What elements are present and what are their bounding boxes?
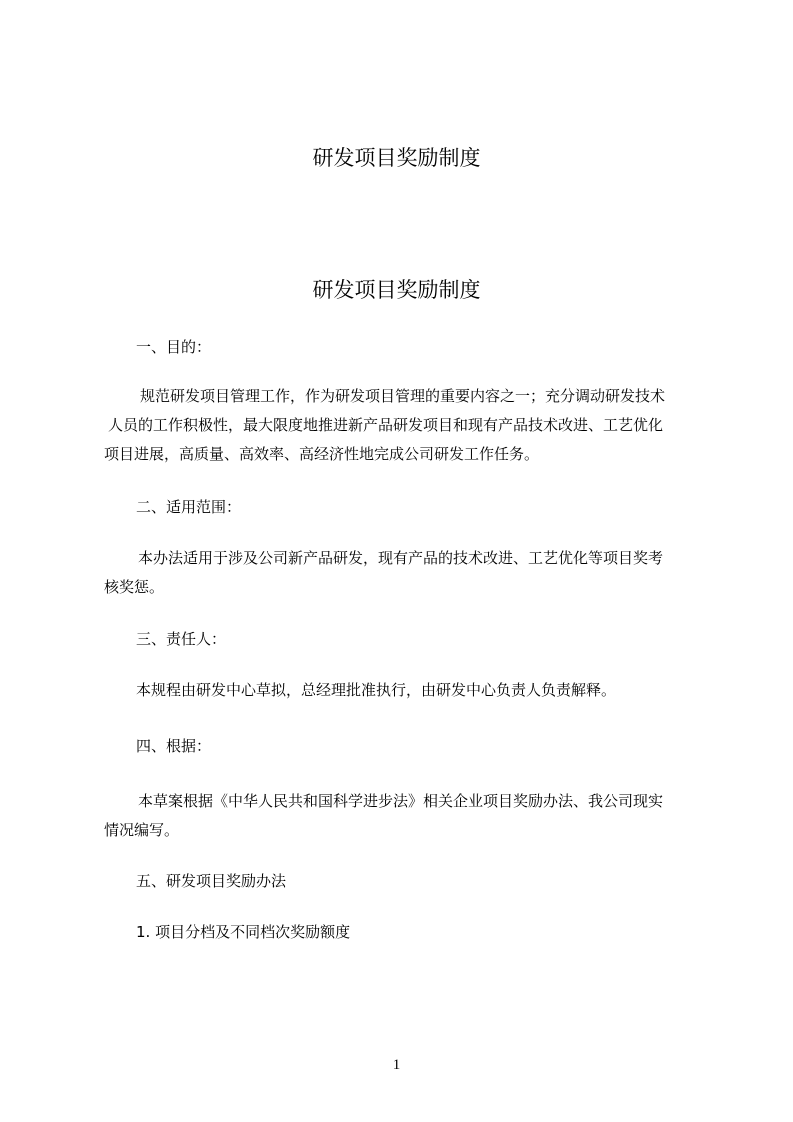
- section-heading-responsible: 三、责任人：: [136, 630, 227, 648]
- section-body-scope: [104, 544, 702, 602]
- cover-title: 研发项目奖励制度: [312, 146, 481, 170]
- paragraph-line: 本草案根据《中华人民共和国科学进步法》相关企业项目奖励办法、我公司现实: [138, 792, 664, 810]
- section-heading-basis: 四、根据：: [136, 737, 212, 755]
- section-heading-rewards: 五、研发项目奖励办法: [136, 872, 287, 890]
- paragraph-line: 核奖惩。: [104, 578, 165, 596]
- paragraph-line: 情况编写。: [104, 821, 180, 839]
- paragraph-line: 规范研发项目管理工作，作为研发项目管理的重要内容之一；充分调动研发技术: [140, 387, 666, 405]
- paragraph-line: 人员的工作积极性，最大限度地推进新产品研发项目和现有产品技术改进、工艺优化: [108, 416, 664, 434]
- page-number: 1: [392, 1057, 401, 1073]
- subsection-heading-tiers: 1. 项目分档及不同档次奖励额度: [136, 923, 351, 941]
- section-heading-purpose: 一、目的：: [136, 338, 212, 356]
- section-heading-scope: 二、适用范围：: [136, 498, 242, 516]
- paragraph-line: 本办法适用于涉及公司新产品研发，现有产品的技术改进、工艺优化等项目奖考: [138, 549, 664, 567]
- document-title: 研发项目奖励制度: [312, 278, 481, 302]
- paragraph-line: 本规程由研发中心草拟，总经理批准执行，由研发中心负责人负责解释。: [136, 681, 617, 699]
- section-body-responsible: [104, 676, 702, 705]
- section-body-basis: [104, 787, 702, 845]
- section-body-purpose: [104, 382, 702, 469]
- paragraph-line: 项目进展，高质量、高效率、高经济性地完成公司研发工作任务。: [104, 445, 540, 463]
